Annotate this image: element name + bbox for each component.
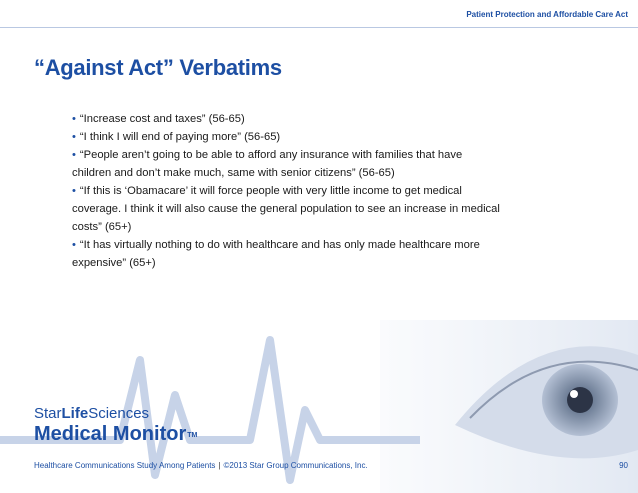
list-item [72,128,592,146]
list-item [72,236,592,272]
footer-copyright: ©2013 Star Group Communications, Inc. [223,461,368,470]
list-item [72,146,592,182]
bullet-text-line: “It has virtually nothing to do with healthcare and has only made healthcare more [79,239,480,251]
product-label: Medical Monitor [34,423,187,445]
bullet-icon: • [72,113,76,125]
brand-star: Star [34,405,62,422]
footer-separator: | [218,461,221,470]
verbatim-list [72,110,592,272]
brand-sciences: Sciences [88,405,150,422]
bullet-text-line: coverage. I think it will also cause the general population to see an increase in medical [72,203,500,215]
header-rule [0,27,638,28]
bullet-text: “I think I will end of paying more” (56-65) [79,131,281,143]
footer-study: Healthcare Communications Study Among Patients [34,461,216,470]
list-item [72,182,592,236]
bullet-icon: • [72,131,76,143]
bullet-text: “Increase cost and taxes” (56-65) [79,113,245,125]
slide-title: “Against Act” Verbatims [34,55,282,80]
footer [34,461,368,470]
bullet-icon: • [72,149,76,161]
bullet-text-line: children and don’t make much, same with senior citizens” (56-65) [72,167,395,179]
brand-life: Life [61,405,89,422]
product-name [34,422,197,446]
bullet-text-line: expensive” (65+) [72,257,156,269]
list-item [72,110,592,128]
bullet-text-line: “People aren’t going to be able to afford any insurance with families that have [79,149,463,161]
bullet-text-line: “If this is ‘Obamacare’ it will force people with very little income to get medical [79,185,462,197]
page-number: 90 [619,461,628,470]
bullet-icon: • [72,185,76,197]
section-title: Patient Protection and Affordable Care Act [466,10,628,19]
bullet-text-line: costs” (65+) [72,221,132,233]
brand-name [34,405,197,422]
brand-logo [34,405,197,446]
bullet-icon: • [72,239,76,251]
trademark: TM [187,432,198,439]
